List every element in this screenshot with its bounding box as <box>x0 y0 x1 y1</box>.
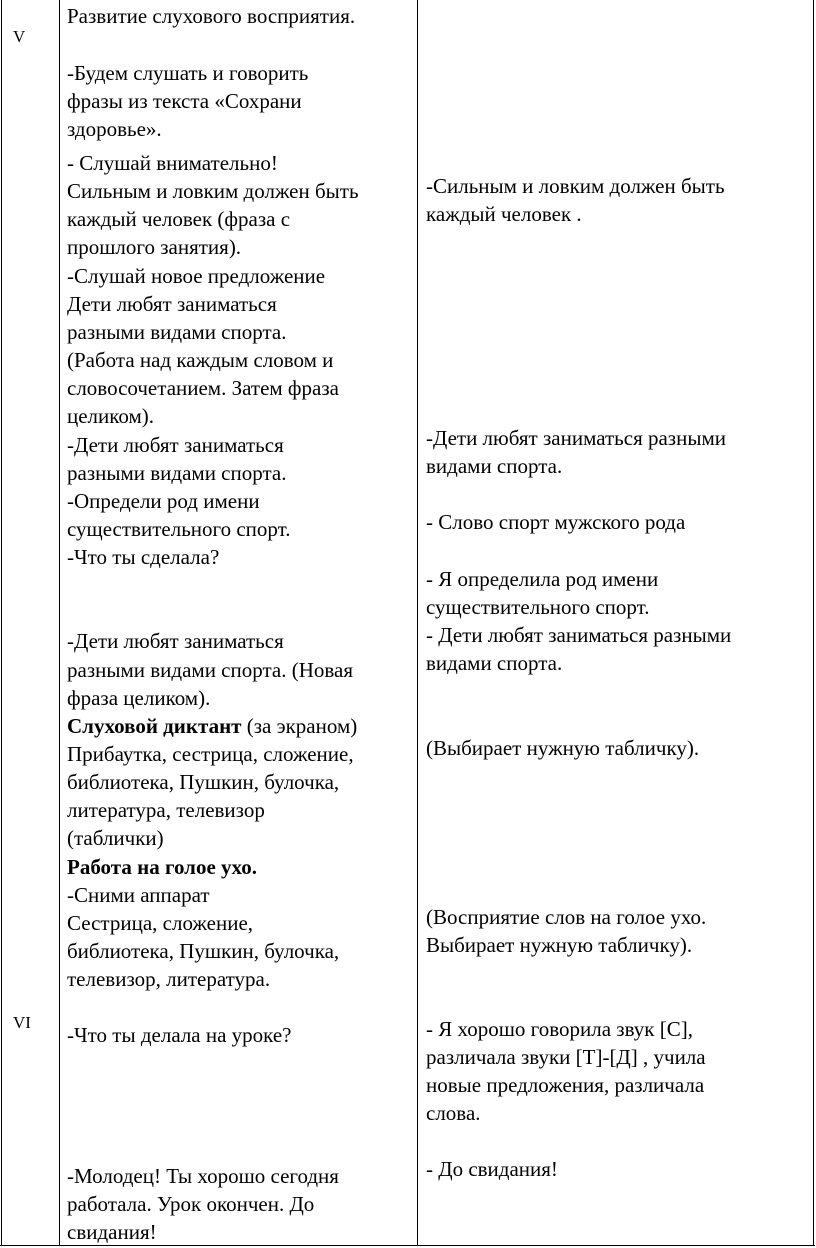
bare-ear-title: Работа на голое ухо. <box>67 855 257 879</box>
teacher-line: Сестрица, сложение, <box>67 911 254 935</box>
student-line: Выбирает нужную табличку). <box>426 933 693 957</box>
student-line: -Сильным и ловким должен быть <box>426 174 725 198</box>
teacher-line: -Дети любят заниматься <box>67 433 284 457</box>
student-line: (Восприятие слов на голое ухо. <box>426 905 707 929</box>
teacher-line: -Что ты сделала? <box>67 545 220 569</box>
dictation-heading <box>67 713 357 739</box>
teacher-line: фраза целиком). <box>67 686 211 710</box>
teacher-line: разными видами спорта. <box>67 461 287 485</box>
student-line: - Слово спорт мужского рода <box>426 510 686 534</box>
student-line: различала звуки [Т]-[Д] , учила <box>426 1045 706 1069</box>
teacher-line: литература, телевизор <box>67 798 265 822</box>
stage-number-vi: VI <box>13 1013 31 1032</box>
table-border-right <box>813 0 814 1246</box>
teacher-line: Прибаутка, сестрица, сложение, <box>67 742 354 766</box>
teacher-line: телевизор, литература. <box>67 967 271 991</box>
stage-number-v: V <box>13 27 26 46</box>
student-line: новые предложения, различала <box>426 1073 705 1097</box>
student-line: видами спорта. <box>426 651 563 675</box>
teacher-line: -Молодец! Ты хорошо сегодня <box>67 1164 339 1188</box>
teacher-line: здоровье». <box>67 117 162 141</box>
teacher-line: (таблички) <box>67 826 164 850</box>
table-border-left <box>1 0 2 1246</box>
teacher-line: разными видами спорта. (Новая <box>67 658 353 682</box>
student-line: каждый человек . <box>426 202 582 226</box>
teacher-line: -Что ты делала на уроке? <box>67 1023 292 1047</box>
column-divider-1 <box>59 0 60 1246</box>
teacher-line: -Будем слушать и говорить <box>67 61 309 85</box>
teacher-line: каждый человек (фраза с <box>67 207 291 231</box>
teacher-line: Дети любят заниматься <box>67 292 277 316</box>
student-line: - Я хорошо говорила звук [С], <box>426 1017 693 1041</box>
teacher-line: существительного спорт. <box>67 517 291 541</box>
student-line: существительного спорт. <box>426 595 650 619</box>
teacher-line: Развитие слухового восприятия. <box>67 4 356 28</box>
student-line: - Я определила род имени <box>426 567 659 591</box>
teacher-line: библиотека, Пушкин, булочка, <box>67 939 340 963</box>
teacher-line: прошлого занятия). <box>67 235 242 259</box>
student-line: -Дети любят заниматься разными <box>426 426 726 450</box>
teacher-line: -Дети любят заниматься <box>67 629 284 653</box>
teacher-line: -Слушай новое предложение <box>67 264 326 288</box>
dictation-title: Слуховой диктант <box>67 714 242 738</box>
teacher-line: -Сними аппарат <box>67 883 210 907</box>
student-line: слова. <box>426 1101 481 1125</box>
bare-ear-heading <box>67 854 257 880</box>
student-line: видами спорта. <box>426 454 563 478</box>
teacher-line: целиком). <box>67 404 155 428</box>
student-line: - До свидания! <box>426 1157 558 1181</box>
table-border-bottom <box>0 1245 815 1246</box>
teacher-line: -Определи род имени <box>67 489 260 513</box>
dictation-note: (за экраном) <box>241 714 358 738</box>
teacher-line: разными видами спорта. <box>67 320 287 344</box>
teacher-line: работала. Урок окончен. До <box>67 1192 315 1216</box>
teacher-line: словосочетанием. Затем фраза <box>67 376 339 400</box>
teacher-line: фразы из текста «Сохрани <box>67 89 302 113</box>
teacher-line: свидания! <box>67 1220 157 1244</box>
teacher-line: Сильным и ловким должен быть <box>67 179 359 203</box>
column-divider-2 <box>417 0 418 1246</box>
teacher-line: библиотека, Пушкин, булочка, <box>67 770 340 794</box>
student-line: (Выбирает нужную табличку). <box>426 736 700 760</box>
teacher-line: (Работа над каждым словом и <box>67 348 334 372</box>
student-line: - Дети любят заниматься разными <box>426 623 732 647</box>
teacher-line: - Слушай внимательно! <box>67 151 278 175</box>
